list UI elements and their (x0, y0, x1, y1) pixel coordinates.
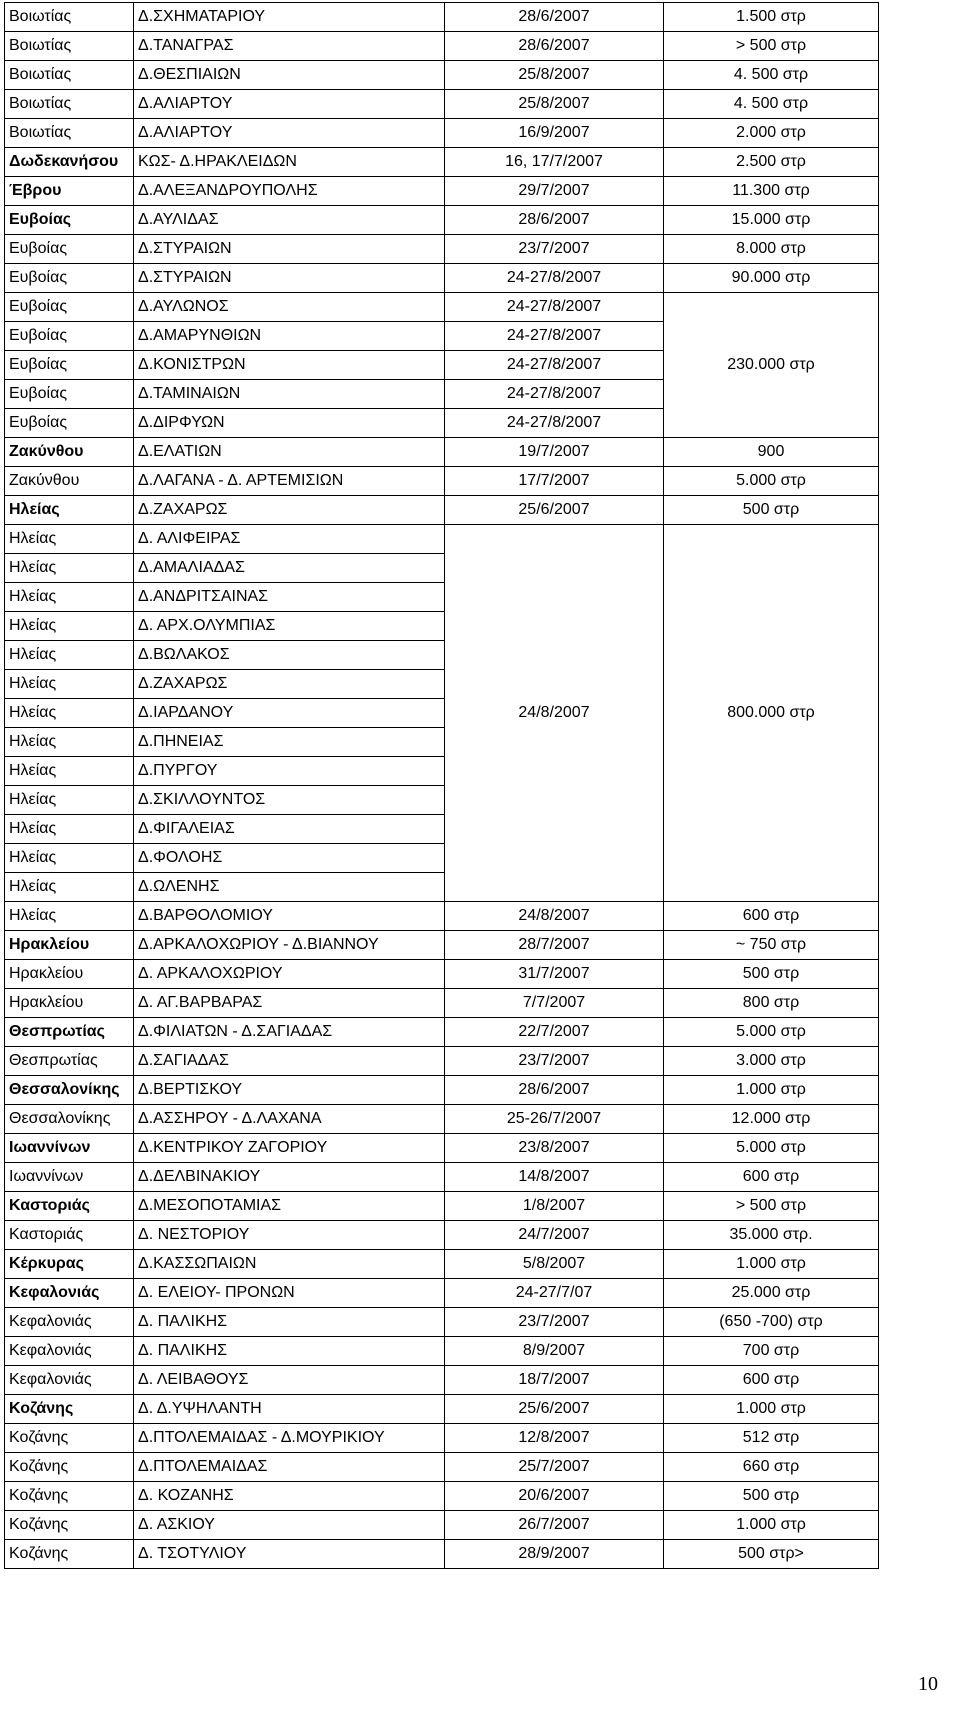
area-cell: 4. 500 στρ (664, 90, 879, 119)
table-row (5, 902, 879, 931)
municipality-cell: Δ. ΚΟΖΑΝΗΣ (134, 1482, 445, 1511)
date-cell: 24-27/8/2007 (445, 409, 664, 438)
table-row (5, 1424, 879, 1453)
municipality-cell: Δ.ΣΑΓΙΑΔΑΣ (134, 1047, 445, 1076)
municipality-cell: Δ. ΕΛΕΙΟΥ- ΠΡΟΝΩΝ (134, 1279, 445, 1308)
region-cell: Ηλείας (5, 873, 134, 902)
date-cell: 28/7/2007 (445, 931, 664, 960)
municipality-cell: Δ.ΚΟΝΙΣΤΡΩΝ (134, 351, 445, 380)
date-cell: 16, 17/7/2007 (445, 148, 664, 177)
date-cell: 24-27/8/2007 (445, 351, 664, 380)
area-cell: 2.500 στρ (664, 148, 879, 177)
region-cell: Ηλείας (5, 728, 134, 757)
region-cell: Ηλείας (5, 496, 134, 525)
date-cell: 14/8/2007 (445, 1163, 664, 1192)
municipality-cell: Δ.ΑΜΑΡΥΝΘΙΩΝ (134, 322, 445, 351)
municipality-cell: Δ. Δ.ΥΨΗΛΑΝΤΗ (134, 1395, 445, 1424)
region-cell: Ηλείας (5, 670, 134, 699)
municipality-cell: Δ.ΦΙΓΑΛΕΙΑΣ (134, 815, 445, 844)
date-cell: 8/9/2007 (445, 1337, 664, 1366)
municipality-cell: Δ.ΑΝΔΡΙΤΣΑΙΝΑΣ (134, 583, 445, 612)
date-cell: 12/8/2007 (445, 1424, 664, 1453)
date-cell: 24-27/8/2007 (445, 264, 664, 293)
area-cell: 25.000 στρ (664, 1279, 879, 1308)
region-cell: Έβρου (5, 177, 134, 206)
municipality-cell: Δ. ΑΡΧ.ΟΛΥΜΠΙΑΣ (134, 612, 445, 641)
region-cell: Κεφαλονιάς (5, 1279, 134, 1308)
date-cell: 24/8/2007 (445, 525, 664, 902)
date-cell: 25/8/2007 (445, 61, 664, 90)
table-row (5, 989, 879, 1018)
region-cell: Ηλείας (5, 641, 134, 670)
area-cell: 512 στρ (664, 1424, 879, 1453)
municipality-cell: Δ.ΖΑΧΑΡΩΣ (134, 670, 445, 699)
table-row (5, 960, 879, 989)
area-cell: 12.000 στρ (664, 1105, 879, 1134)
date-cell: 28/6/2007 (445, 32, 664, 61)
region-cell: Κεφαλονιάς (5, 1366, 134, 1395)
area-cell: 900 (664, 438, 879, 467)
region-cell: Ηλείας (5, 786, 134, 815)
municipality-cell: Δ.ΖΑΧΑΡΩΣ (134, 496, 445, 525)
date-cell: 24-27/7/07 (445, 1279, 664, 1308)
municipality-cell: Δ.ΙΑΡΔΑΝΟΥ (134, 699, 445, 728)
area-cell: 8.000 στρ (664, 235, 879, 264)
region-cell: Κεφαλονιάς (5, 1337, 134, 1366)
municipality-cell: Δ. ΝΕΣΤΟΡΙΟΥ (134, 1221, 445, 1250)
municipality-cell: Δ.ΘΕΣΠΙΑΙΩΝ (134, 61, 445, 90)
date-cell: 25/6/2007 (445, 496, 664, 525)
municipality-cell: Δ.ΠΤΟΛΕΜΑΙΔΑΣ (134, 1453, 445, 1482)
municipality-cell: Δ.ΠΗΝΕΙΑΣ (134, 728, 445, 757)
area-cell: 1.000 στρ (664, 1511, 879, 1540)
date-cell: 22/7/2007 (445, 1018, 664, 1047)
region-cell: Βοιωτίας (5, 61, 134, 90)
region-cell: Θεσπρωτίας (5, 1018, 134, 1047)
table-row (5, 1018, 879, 1047)
region-cell: Ευβοίας (5, 206, 134, 235)
table-row (5, 1076, 879, 1105)
area-cell: 230.000 στρ (664, 293, 879, 438)
table-row (5, 235, 879, 264)
region-cell: Ευβοίας (5, 235, 134, 264)
municipality-cell: Δ.ΒΕΡΤΙΣΚΟΥ (134, 1076, 445, 1105)
region-cell: Ηλείας (5, 757, 134, 786)
municipality-cell: Δ.ΑΛΕΞΑΝΔΡΟΥΠΟΛΗΣ (134, 177, 445, 206)
region-cell: Βοιωτίας (5, 90, 134, 119)
region-cell: Καστοριάς (5, 1192, 134, 1221)
date-cell: 25/7/2007 (445, 1453, 664, 1482)
municipality-cell: Δ.ΣΤΥΡΑΙΩΝ (134, 235, 445, 264)
region-cell: Ηρακλείου (5, 960, 134, 989)
region-cell: Κοζάνης (5, 1395, 134, 1424)
date-cell: 19/7/2007 (445, 438, 664, 467)
municipality-cell: Δ.ΑΥΛΩΝΟΣ (134, 293, 445, 322)
table-row (5, 90, 879, 119)
area-cell: 1.000 στρ (664, 1250, 879, 1279)
region-cell: Ευβοίας (5, 380, 134, 409)
municipality-cell: Δ.ΩΛΕΝΗΣ (134, 873, 445, 902)
region-cell: Κέρκυρας (5, 1250, 134, 1279)
region-cell: Κοζάνης (5, 1511, 134, 1540)
date-cell: 26/7/2007 (445, 1511, 664, 1540)
municipality-cell: Δ.ΑΜΑΛΙΑΔΑΣ (134, 554, 445, 583)
table-row (5, 467, 879, 496)
region-cell: Ηλείας (5, 902, 134, 931)
region-cell: Ευβοίας (5, 322, 134, 351)
municipality-cell: Δ.ΔΕΛΒΙΝΑΚΙΟΥ (134, 1163, 445, 1192)
municipality-cell: Δ. ΑΓ.ΒΑΡΒΑΡΑΣ (134, 989, 445, 1018)
table-row (5, 1395, 879, 1424)
area-cell: 500 στρ> (664, 1540, 879, 1569)
municipality-cell: Δ.ΣΚΙΛΛΟΥΝΤΟΣ (134, 786, 445, 815)
region-cell: Ευβοίας (5, 351, 134, 380)
region-cell: Ζακύνθου (5, 438, 134, 467)
table-row (5, 119, 879, 148)
date-cell: 25/6/2007 (445, 1395, 664, 1424)
region-cell: Ηλείας (5, 844, 134, 873)
date-cell: 24-27/8/2007 (445, 322, 664, 351)
table-row (5, 1134, 879, 1163)
date-cell: 1/8/2007 (445, 1192, 664, 1221)
area-cell: > 500 στρ (664, 1192, 879, 1221)
date-cell: 24/7/2007 (445, 1221, 664, 1250)
region-cell: Βοιωτίας (5, 119, 134, 148)
table-row (5, 3, 879, 32)
region-cell: Ηρακλείου (5, 989, 134, 1018)
table-row (5, 1453, 879, 1482)
municipality-cell: Δ.ΑΡΚΑΛΟΧΩΡΙΟΥ - Δ.ΒΙΑΝΝΟΥ (134, 931, 445, 960)
region-cell: Ιωαννίνων (5, 1134, 134, 1163)
area-cell: ~ 750 στρ (664, 931, 879, 960)
date-cell: 28/6/2007 (445, 3, 664, 32)
region-cell: Ηλείας (5, 583, 134, 612)
region-cell: Βοιωτίας (5, 3, 134, 32)
area-cell: 660 στρ (664, 1453, 879, 1482)
region-cell: Κοζάνης (5, 1453, 134, 1482)
municipality-cell: Δ.ΕΛΑΤΙΩΝ (134, 438, 445, 467)
municipality-cell: Δ. ΠΑΛΙΚΗΣ (134, 1337, 445, 1366)
table-row (5, 1540, 879, 1569)
municipality-cell: Δ.ΜΕΣΟΠΟΤΑΜΙΑΣ (134, 1192, 445, 1221)
table-row (5, 496, 879, 525)
region-cell: Ηλείας (5, 699, 134, 728)
municipality-cell: Δ.ΤΑΜΙΝΑΙΩΝ (134, 380, 445, 409)
date-cell: 5/8/2007 (445, 1250, 664, 1279)
table-row (5, 177, 879, 206)
municipality-cell: Δ.ΤΑΝΑΓΡΑΣ (134, 32, 445, 61)
municipality-cell: Δ. ΤΣΟΤΥΛΙΟΥ (134, 1540, 445, 1569)
area-cell: 700 στρ (664, 1337, 879, 1366)
date-cell: 16/9/2007 (445, 119, 664, 148)
region-cell: Δωδεκανήσου (5, 148, 134, 177)
date-cell: 25-26/7/2007 (445, 1105, 664, 1134)
municipality-cell: Δ.ΦΙΛΙΑΤΩΝ - Δ.ΣΑΓΙΑΔΑΣ (134, 1018, 445, 1047)
area-cell: 1.000 στρ (664, 1076, 879, 1105)
area-cell: 800.000 στρ (664, 525, 879, 902)
date-cell: 28/9/2007 (445, 1540, 664, 1569)
municipality-cell: Δ.ΑΥΛΙΔΑΣ (134, 206, 445, 235)
area-cell: 800 στρ (664, 989, 879, 1018)
area-cell: 5.000 στρ (664, 467, 879, 496)
municipality-cell: Δ. ΠΑΛΙΚΗΣ (134, 1308, 445, 1337)
date-cell: 31/7/2007 (445, 960, 664, 989)
area-cell: 15.000 στρ (664, 206, 879, 235)
date-cell: 18/7/2007 (445, 1366, 664, 1395)
date-cell: 28/6/2007 (445, 206, 664, 235)
area-cell: 500 στρ (664, 960, 879, 989)
area-cell: > 500 στρ (664, 32, 879, 61)
region-cell: Ευβοίας (5, 409, 134, 438)
area-cell: 1.000 στρ (664, 1395, 879, 1424)
municipality-cell: Δ.ΣΤΥΡΑΙΩΝ (134, 264, 445, 293)
municipality-cell: Δ.ΒΑΡΘΟΛΟΜΙΟΥ (134, 902, 445, 931)
table-row (5, 1047, 879, 1076)
municipality-cell: Δ.ΠΤΟΛΕΜΑΙΔΑΣ - Δ.ΜΟΥΡΙΚΙΟΥ (134, 1424, 445, 1453)
table-row (5, 1250, 879, 1279)
date-cell: 24-27/8/2007 (445, 293, 664, 322)
table-row (5, 1337, 879, 1366)
table-row (5, 438, 879, 467)
table-row (5, 61, 879, 90)
municipality-cell: Δ.ΚΕΝΤΡΙΚΟΥ ΖΑΓΟΡΙΟΥ (134, 1134, 445, 1163)
page-number: 10 (918, 1673, 938, 1695)
date-cell: 17/7/2007 (445, 467, 664, 496)
table-row (5, 1192, 879, 1221)
date-cell: 23/7/2007 (445, 1047, 664, 1076)
region-cell: Κοζάνης (5, 1482, 134, 1511)
region-cell: Ηλείας (5, 612, 134, 641)
table-row (5, 32, 879, 61)
area-cell: (650 -700) στρ (664, 1308, 879, 1337)
area-cell: 4. 500 στρ (664, 61, 879, 90)
municipality-cell: Δ.ΠΥΡΓΟΥ (134, 757, 445, 786)
municipality-cell: Δ.ΚΑΣΣΩΠΑΙΩΝ (134, 1250, 445, 1279)
region-cell: Ευβοίας (5, 264, 134, 293)
region-cell: Ευβοίας (5, 293, 134, 322)
municipality-cell: Δ. ΛΕΙΒΑΘΟΥΣ (134, 1366, 445, 1395)
area-cell: 1.500 στρ (664, 3, 879, 32)
area-cell: 90.000 στρ (664, 264, 879, 293)
date-cell: 23/7/2007 (445, 1308, 664, 1337)
area-cell: 600 στρ (664, 902, 879, 931)
region-cell: Ιωαννίνων (5, 1163, 134, 1192)
region-cell: Ηλείας (5, 525, 134, 554)
municipality-cell: Δ. ΑΣΚΙΟΥ (134, 1511, 445, 1540)
table-row (5, 1105, 879, 1134)
table-row (5, 206, 879, 235)
area-cell: 600 στρ (664, 1366, 879, 1395)
region-cell: Καστοριάς (5, 1221, 134, 1250)
municipality-cell: Δ.ΑΛΙΑΡΤΟΥ (134, 90, 445, 119)
region-cell: Θεσσαλονίκης (5, 1105, 134, 1134)
municipality-cell: Δ.ΣΧΗΜΑΤΑΡΙΟΥ (134, 3, 445, 32)
municipality-cell: ΚΩΣ- Δ.ΗΡΑΚΛΕΙΔΩΝ (134, 148, 445, 177)
table-row (5, 293, 879, 322)
municipality-cell: Δ.ΔΙΡΦΥΩΝ (134, 409, 445, 438)
table-row (5, 1163, 879, 1192)
table-body (5, 3, 879, 1569)
region-cell: Θεσσαλονίκης (5, 1076, 134, 1105)
area-cell: 11.300 στρ (664, 177, 879, 206)
fires-table (4, 2, 879, 1569)
area-cell: 3.000 στρ (664, 1047, 879, 1076)
table-row (5, 931, 879, 960)
region-cell: Κοζάνης (5, 1540, 134, 1569)
date-cell: 24/8/2007 (445, 902, 664, 931)
area-cell: 500 στρ (664, 1482, 879, 1511)
area-cell: 5.000 στρ (664, 1134, 879, 1163)
municipality-cell: Δ.ΑΣΣΗΡΟΥ - Δ.ΛΑΧΑΝΑ (134, 1105, 445, 1134)
date-cell: 7/7/2007 (445, 989, 664, 1018)
region-cell: Κεφαλονιάς (5, 1308, 134, 1337)
table-row (5, 264, 879, 293)
date-cell: 29/7/2007 (445, 177, 664, 206)
municipality-cell: Δ.ΒΩΛΑΚΟΣ (134, 641, 445, 670)
table-row (5, 1482, 879, 1511)
municipality-cell: Δ.ΑΛΙΑΡΤΟΥ (134, 119, 445, 148)
municipality-cell: Δ.ΛΑΓΑΝΑ - Δ. ΑΡΤΕΜΙΣΙΩΝ (134, 467, 445, 496)
region-cell: Ηλείας (5, 554, 134, 583)
table-row (5, 525, 879, 554)
table-row (5, 1366, 879, 1395)
date-cell: 28/6/2007 (445, 1076, 664, 1105)
table-row (5, 1511, 879, 1540)
region-cell: Ηλείας (5, 815, 134, 844)
table-row (5, 1221, 879, 1250)
date-cell: 20/6/2007 (445, 1482, 664, 1511)
table-row (5, 1308, 879, 1337)
date-cell: 23/7/2007 (445, 235, 664, 264)
date-cell: 23/8/2007 (445, 1134, 664, 1163)
region-cell: Ηρακλείου (5, 931, 134, 960)
region-cell: Κοζάνης (5, 1424, 134, 1453)
area-cell: 2.000 στρ (664, 119, 879, 148)
municipality-cell: Δ.ΦΟΛΟΗΣ (134, 844, 445, 873)
date-cell: 25/8/2007 (445, 90, 664, 119)
region-cell: Θεσπρωτίας (5, 1047, 134, 1076)
area-cell: 600 στρ (664, 1163, 879, 1192)
municipality-cell: Δ. ΑΡΚΑΛΟΧΩΡΙΟΥ (134, 960, 445, 989)
municipality-cell: Δ. ΑΛΙΦΕΙΡΑΣ (134, 525, 445, 554)
table-row (5, 148, 879, 177)
area-cell: 5.000 στρ (664, 1018, 879, 1047)
area-cell: 500 στρ (664, 496, 879, 525)
date-cell: 24-27/8/2007 (445, 380, 664, 409)
table-row (5, 1279, 879, 1308)
region-cell: Βοιωτίας (5, 32, 134, 61)
area-cell: 35.000 στρ. (664, 1221, 879, 1250)
region-cell: Ζακύνθου (5, 467, 134, 496)
